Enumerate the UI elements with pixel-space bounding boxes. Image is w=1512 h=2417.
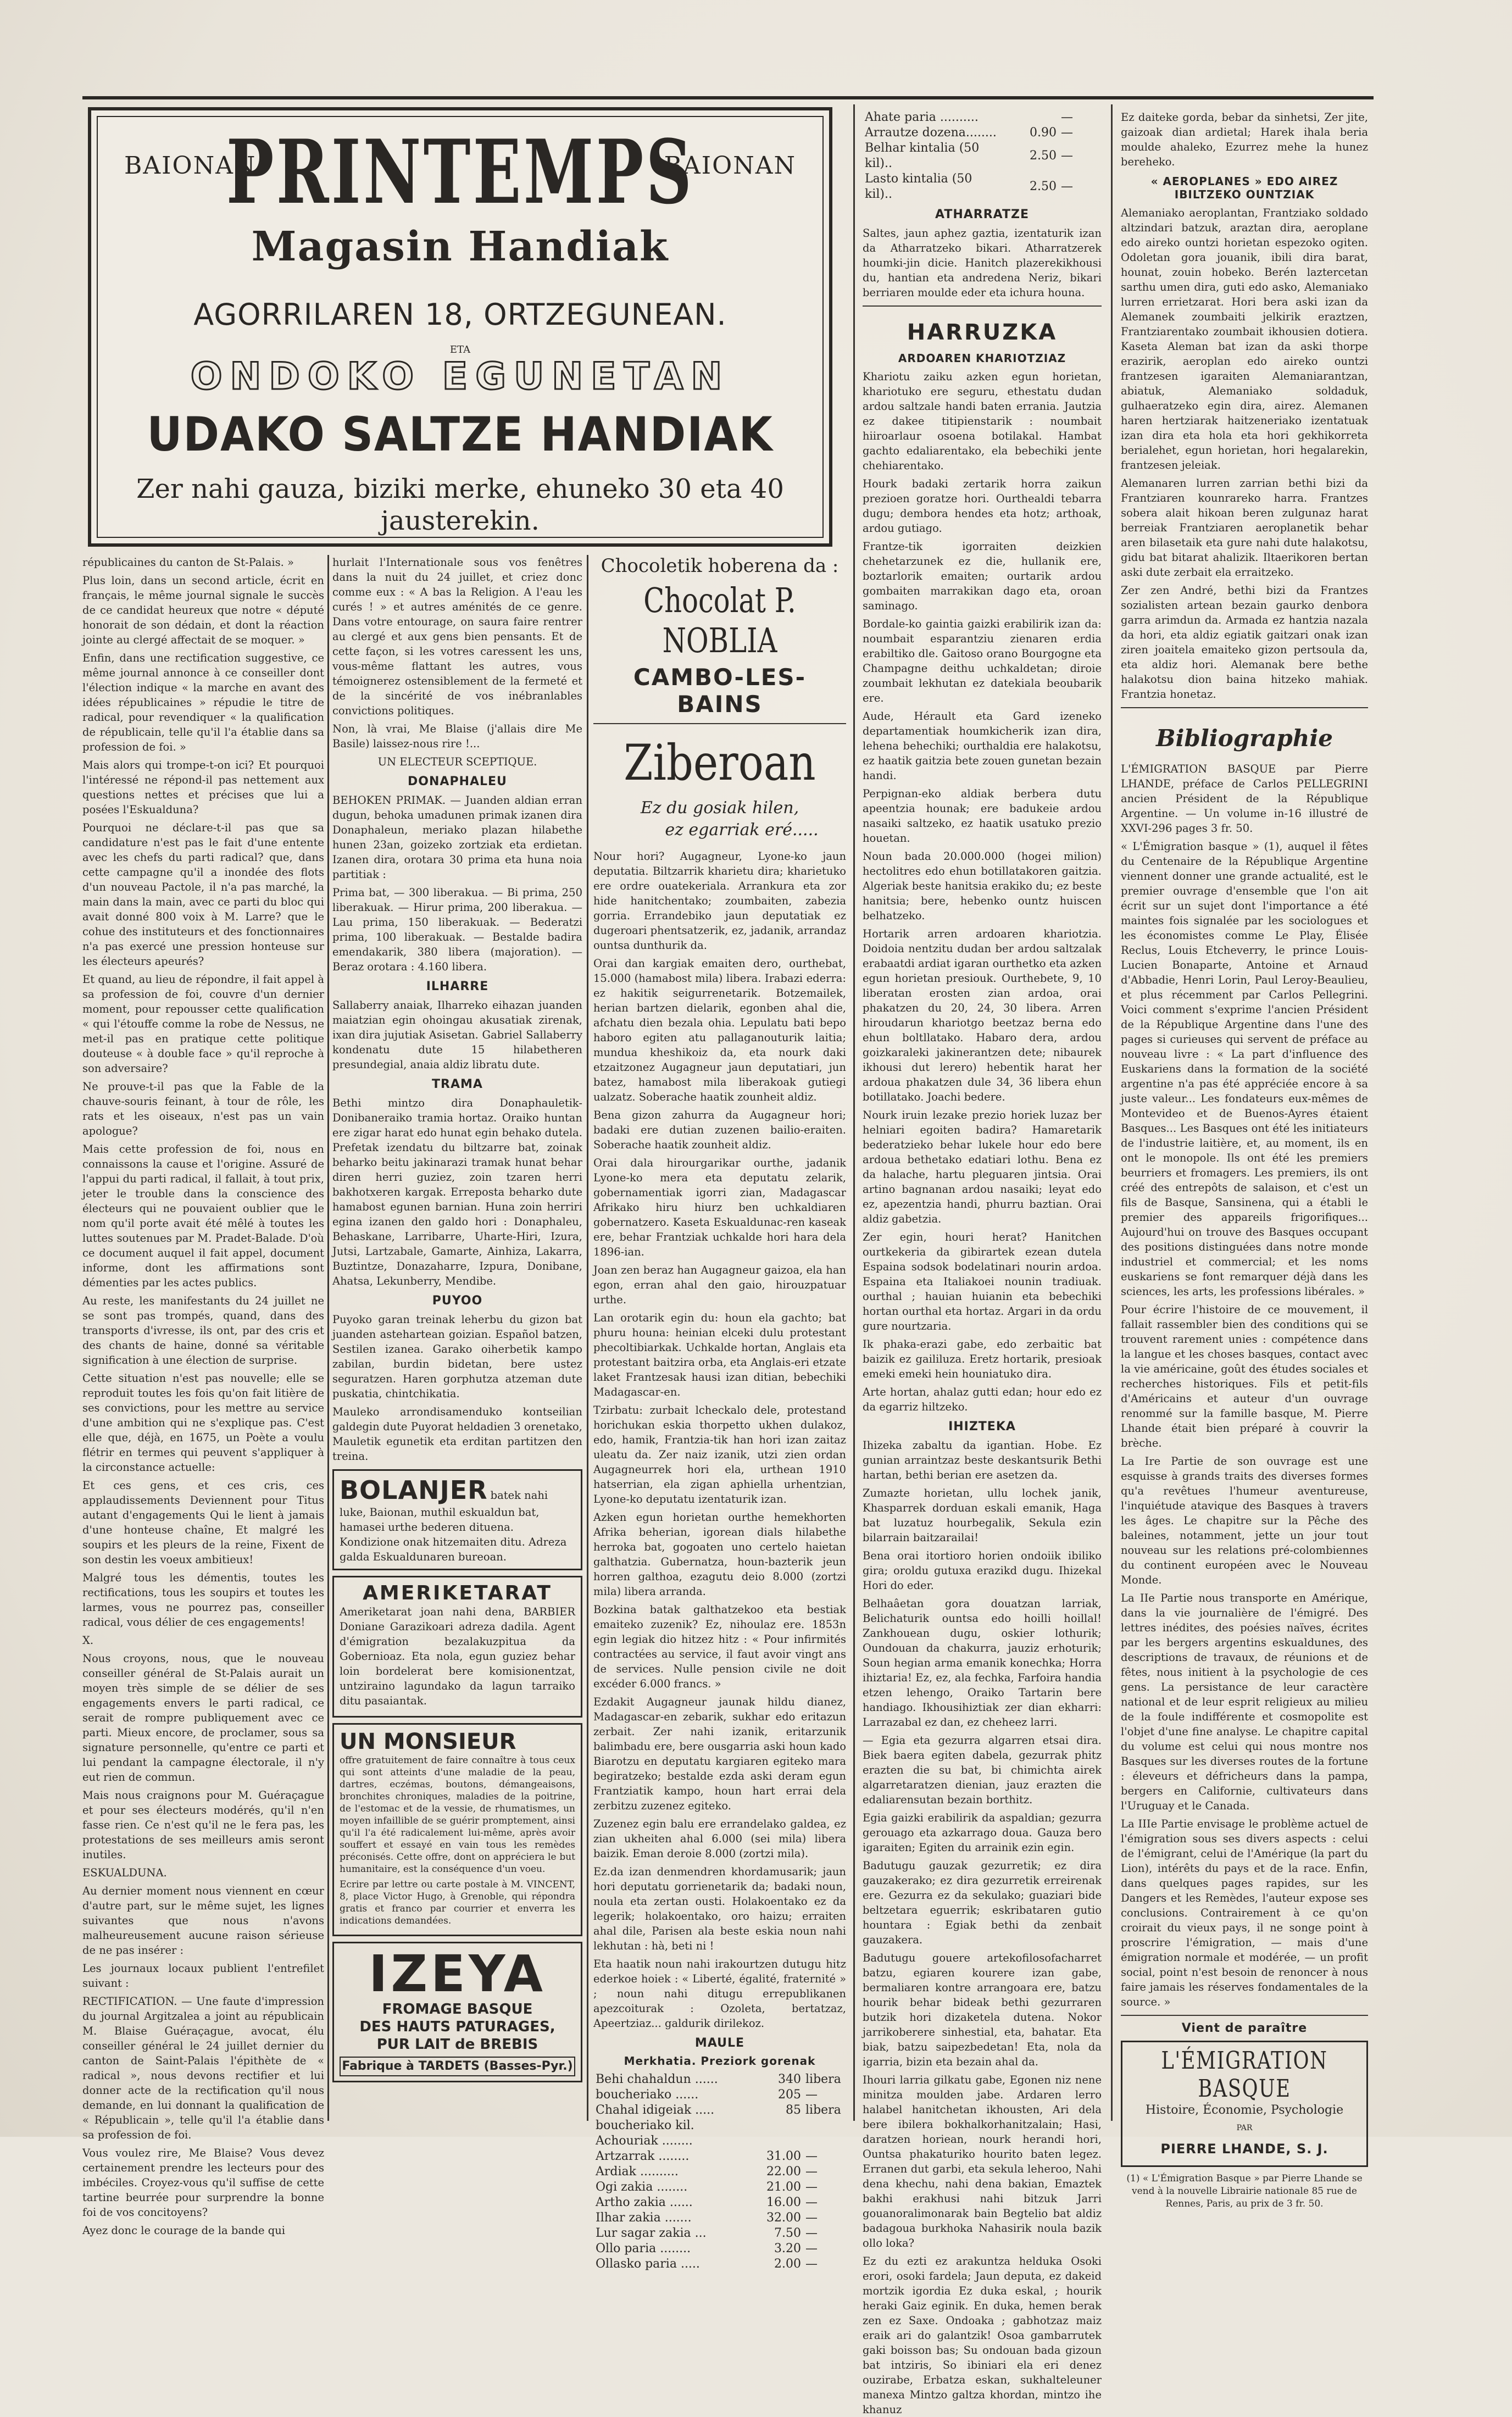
price-value: 7.50 xyxy=(774,2226,801,2240)
column-4 xyxy=(863,110,1102,2416)
bolanjer-ad xyxy=(332,1469,582,1570)
article-paragraph: Aude, Hérault eta Gard izeneko departamentiak houmkicherik izan dira, lehena behechiki; ourthaldia ere halakotsu, ez haatik gaitzia bete zouen gunetan bezain handi. xyxy=(863,710,1102,782)
price-label: Arrautze dozena........ xyxy=(865,126,997,140)
price-value: 205 xyxy=(778,2088,801,2102)
ad-brand: PRINTEMPS xyxy=(226,120,694,224)
chocolat-tagline: Chocoletik hoberena da : xyxy=(601,555,839,577)
article-text xyxy=(863,1438,1102,2417)
price-unit: — xyxy=(805,2149,818,2163)
price-label: Ollasko paria ..... xyxy=(596,2257,700,2271)
price-value: 0.90 xyxy=(1030,126,1057,140)
emigration-par: PAR xyxy=(1236,2124,1253,2132)
price-label: Ollo paria ........ xyxy=(596,2242,691,2255)
bolanjer-text: batek nahi luke, Baionan, muthil eskualdun bat, hamasei urthe bederen dituena. Kondizione onak hitzemaiten ditu. Adreza galda Eskualdunaren bureoan. xyxy=(340,1489,567,1563)
ad-eta: ETA xyxy=(449,344,471,355)
article-paragraph: Alemanaren lurren zarrian bethi bizi da Frantziaren kounrareko harra. Frantzes sobera alait hikoan beren zulgunaz harat berreiak Frantziaren aeroplanetik behar aren bilasetaik eta gure nahi dute halakotsu, gidu bat bitarat ahalizik. Iltaerikoren bertan aski dute zerbait ela erraitzeko. xyxy=(1121,477,1368,579)
price-row xyxy=(593,2072,846,2087)
izeya-address: Fabrique à TARDETS (Basses-Pyr.) xyxy=(340,2057,575,2076)
article-paragraph: Zuzenez egin balu ere errandelako galdea, ez zian ukheiten ahal 6.000 (sei mila) libera baizik. Eman deroie 8.000 (zortzi mila). xyxy=(593,1818,846,1860)
section-heading: « AEROPLANES » EDO AIREZ IBILTZEKO OUNTZIAK xyxy=(1150,175,1338,201)
price-row xyxy=(593,2103,846,2118)
price-unit: — xyxy=(1061,180,1073,193)
column-rule xyxy=(327,555,329,2121)
price-label: Chahal idigeiak ..... xyxy=(596,2103,715,2117)
article-paragraph: Sallaberry anaiak, Ilharreko eihazan juanden maiatzian egin ohoingau akusatiak zirenak, ixan dira jujutiak Asisetan. Gabriel Sallaberry kondenatu dute 15 hilabetheren presundegial, anaia aldiz libratu dute. xyxy=(332,999,582,1071)
article-paragraph: Perpignan-eko aldiak berbera dutu apeentzia hounak; ere badukeie ardou nasaiki saltzeko, ez haatik usatuko prezio houetan. xyxy=(863,787,1102,844)
price-value: 21.00 xyxy=(766,2180,801,2194)
article-paragraph: Non, là vrai, Me Blaise (j'allais dire Me Basile) laissez-nous rire !... xyxy=(332,723,582,750)
article-text xyxy=(863,369,1102,1414)
article-paragraph: Au reste, les manifestants du 24 juillet ne se sont pas trompés, quand, dans des transports d'ivresse, ils ont, par des cris et des chants de haine, donné sa véritable signification à une élection de surprise. xyxy=(82,1294,324,1366)
article-paragraph: Bena gizon zahurra da Augagneur hori; badaki ere dutian zuzenen bailio-eraiten. Soberache haatik zounheit aldiz. xyxy=(593,1109,846,1151)
article-paragraph: Mais cette profession de foi, nous en connaissons la cause et l'origine. Assuré de l'appui du parti radical, il fallait, à tout prix, jeter le trouble dans la conscience des électeurs qui ne pouvaient oublier que le nom qu'il porte avait été mêlé à toutes les luttes soutenues par M. Pradet-Balade. D'où ce document auquel il fait appel, document informe, dont les affirmations sont démenties par les actes publics. xyxy=(82,1143,324,1289)
izeya-line: DES HAUTS PATURAGES, xyxy=(359,2019,555,2035)
article-text xyxy=(593,849,846,2031)
price-value xyxy=(749,2133,803,2149)
article-paragraph: Plus loin, dans un second article, écrit en français, le même journal signale le succès de ce candidat heureux que notre « député honorait de son dédain, et dont la réaction jointe au clergé affectait de se moquer. » xyxy=(82,574,324,646)
article-paragraph: Belhaâetan gora douatzan larriak, Belichaturik ountsa edo hoilli hoillal! Zankhouean dugu, oskier lothurik; Oundouan da chakurra, jauziz erhoturik; Soun hegian arma emanik konechka; Horra ihiztaria! Ez, ez, ala fechka, Farfoira handia etzen lehengo, Oraiko Tartarin bere handiago. Ikhousihiztiak zer dian ekharri: Larrazabal ez dan, ez cheheez larri. xyxy=(863,1597,1102,1729)
price-unit: — xyxy=(805,2242,818,2255)
price-row xyxy=(863,125,1102,141)
article-paragraph: Zer zen André, bethi bizi da Frantzes sozialisten artean bezain gaurko denbora garra arimdun da. Armada ez hantzia nazala da hori, eta aldiz egiatik gaitzari onak izan ziren joaitela emaiteko gizon pertsoula da, eta aldiz hori. Alemanak bere bethe halakotsu dion baina hitzeko mahiak. Frantzia honetaz. xyxy=(1121,584,1368,701)
price-value: 31.00 xyxy=(766,2149,801,2163)
price-unit: — xyxy=(805,2226,818,2240)
section-heading: PUYOO xyxy=(432,1294,483,1308)
price-row xyxy=(593,2241,846,2257)
article-paragraph: Joan zen beraz han Augagneur gaizoa, ela han egon, erran ahal den gaio, hirouzpatuar urthe. xyxy=(593,1264,846,1306)
article-paragraph: Nourk iruin lezake prezio horiek luzaz ber helniari egoiten badira? Hamaretarik bederatzieko behar lukele hour edo bere ardoua bethetako edatiari lothu. Bena ez da halache, hartu pleguaren jintsia. Orai artino bagnanan ardou nasaiki; leyat edo ez, apezentzia handi, phurru baztian. Orai aldiz gabetzia. xyxy=(863,1109,1102,1225)
price-unit: — xyxy=(805,2257,818,2271)
price-row xyxy=(593,2257,846,2272)
price-value: 340 xyxy=(778,2072,801,2086)
price-label: Lur sagar zakia ... xyxy=(596,2226,707,2240)
article-paragraph: Au dernier moment nous viennent en cœur d'autre part, sur le même sujet, les lignes suivantes que nous n'avons malheureusement aucune raison sérieuse de ne pas insérer : xyxy=(82,1885,324,1957)
izeya-line: FROMAGE BASQUE xyxy=(382,2001,533,2018)
article-paragraph: Saltes, jaun aphez gaztia, izentaturik izan da Atharratzeko bikari. Atharratzerek houmki-jin dicie. Hanitch plazerekikhousi du, hantian eta andredena Neriz, bikari berriaren moulde eder eta ichura houna. xyxy=(863,227,1102,299)
price-value: 3.20 xyxy=(774,2242,801,2255)
price-row xyxy=(863,110,1102,125)
bibliographie-heading: Bibliographie xyxy=(1155,725,1333,752)
emigration-title: L'ÉMIGRATION BASQUE xyxy=(1161,2047,1328,2103)
article-paragraph: Ez daiteke gorda, bebar da sinhetsi, Zer jite, gaizoak dian ardietal; Harek ihala beria moulde ahaleko, Ezurrez mehe la hunez bereheko. xyxy=(1121,111,1368,168)
price-label: boucheriako ...... xyxy=(596,2088,699,2102)
ameriketarat-ad xyxy=(332,1576,582,1718)
ad-city-right: BAIONAN xyxy=(664,152,796,180)
article-paragraph: Bena orai itortioro horien ondoiik ibiliko gira; oroldu gutuxa erazikd dugu. Ihizekal Hori do eder. xyxy=(863,1549,1102,1592)
monsieur-address: Ecrire par lettre ou carte postale à M. VINCENT, 8, place Victor Hugo, à Grenoble, qui répondra gratis et franco par courrier et enverra les indications demandées. xyxy=(340,1879,575,1926)
separator xyxy=(593,723,846,724)
column-rule xyxy=(1111,104,1113,2121)
price-label: Artho zakia ...... xyxy=(596,2196,693,2209)
article-paragraph: Khariotu zaiku azken egun horietan, khariotuko ere seguru, ethestatu dudan ardou saltzale handi baten errania. Jautzia ez dakee titipienstarik : noumbait hiiroarlaur osoena botilakal. Hambat gachto edaliarentako, ela bebechiki jente chehiarentako. xyxy=(863,370,1102,472)
article-paragraph: La IIIe Partie envisage le problème actuel de l'émigration sous ses divers aspects : celui de l'émigrant, celui de l'Amérique (la part du Lion), intérêts du pays et de la race. Enfin, dans quelques pages rapides, sur les Dangers et les Remèdes, l'auteur expose ses conclusions. Contrairement à ce qu'on croirait du vieux pays, il ne songe point à proscrire l'émigration, — mais d'une émigration normale et modérée, — un profit social, point n'est besoin de renoncer à nous faire jamais les réserves fondamentales de la source. » xyxy=(1121,1818,1368,2008)
article-paragraph: X. xyxy=(82,1634,94,1647)
price-row xyxy=(593,2087,846,2103)
emigration-subtitle: Histoire, Économie, Psychologie xyxy=(1145,2103,1344,2117)
price-row xyxy=(863,141,1102,171)
column-rule xyxy=(853,104,855,2121)
article-paragraph: Malgré tous les démentis, toutes les rectifications, tous les soupirs et toutes les larmes, vous ne pourrez pas, conseiller radical, vous délier de ces engagements! xyxy=(82,1571,324,1629)
article-paragraph: Egia gaizki erabilirik da aspaldian; gezurra gerouago eta azkarrago doua. Gauza bero igaraiten; Egiten du arrainik ezin egin. xyxy=(863,1812,1102,1854)
section-heading: TRAMA xyxy=(432,1077,483,1091)
price-label: Belhar kintalia (50 kil).. xyxy=(865,141,980,170)
section-heading: ATHARRATZE xyxy=(935,208,1029,221)
article-paragraph: Ez du ezti ez arakuntza helduka Osoki erori, osoki fardela; Jaun deputa, ez dakeid mortzik igordia Ez duka eskal, ; hourik heraki Gaiz eginik. En duka, hemen berak zen ez Saxe. Ondoaka ; gabhotzaz maiz eraik ari do galantzik! Osoa gambarrutek gaki boisson bas; Su ondouan bada gizoun bat intziris, So ibiniari ela eri denez ouzirabe, Erbatza eskan, sukhalteleuner manexa Mintzo galtza khordan, mintzo ihe khanuz xyxy=(863,2255,1102,2416)
article-paragraph: Hourk badaki zertarik horra zaikun prezioen goratze hori. Ourthealdi tebarra dugu; dembora hendes eta hotz; arthoak, ardou gutiago. xyxy=(863,477,1102,535)
chocolat-brand: Chocolat P. NOBLIA xyxy=(643,580,796,660)
separator xyxy=(1121,707,1368,708)
article-paragraph: Hortarik arren ardoaren khariotzia. Doidoia nentzitu dudan ber ardou saltzalak erabaatdi ardiat igaran ourthetko eta azken egun horietan presiouk. Ourthebete, 9, 10 liberatan erosten zian ardoa, orai phakatzen du 20, 24, 30 libera. Arren hiroudarun khariotgo beetzaz berna edo ehun boltllatako. Habaro dera, ardou goizkaraleki jakinerantzen dete; nibaurek ikhousi dut lerero) hebentik harat her ardoua phakatzen dule 34, 36 libera ehun botillatako. Joachi bedere. xyxy=(863,927,1102,1103)
article-paragraph: Mais nous craignons pour M. Guéraçague et pour ses électeurs modérés, qu'il n'en fasse rien. Ce n'est qu'il ne le fera pas, les protestations de ses meilleurs amis seront inutiles. xyxy=(82,1789,324,1861)
price-unit: — xyxy=(1061,126,1073,140)
ad-city-left: BAIONAN xyxy=(124,152,257,180)
price-row xyxy=(593,2180,846,2195)
column-2 xyxy=(332,555,582,2115)
article-paragraph: Badutugu gouere artekofilosofacharret batzu, egiaren kourere izan gabe, bermaliaren kontre arrangoara ere, batzu hourik behar bideak bethi gezurraren butzik hori dizaketela dutena. Nokor jarrikoberere sinhestial, eta, bahatar. Eta biak, batzu saipezbedetan! Eta, nola da igarria, bizin eta bezain ahal da. xyxy=(863,1952,1102,2068)
izeya-title: IZEYA xyxy=(369,1944,546,2003)
price-value: 2.00 xyxy=(774,2257,801,2271)
ziberoan-heading: Ziberoan xyxy=(624,734,816,792)
harruzka-heading: HARRUZKA xyxy=(907,320,1058,345)
article-paragraph: Bordale-ko gaintia gaizki erabilirik izan da: noumbait esparantziu zienaren erdia erabiltiko dle. Gaitoso orano Bourgogne eta Champagne deithu uchkaldetan; diroie zoumbait lekhutan ez datekiala beoubarik ere. xyxy=(863,618,1102,704)
price-row xyxy=(593,2210,846,2226)
price-unit: libera xyxy=(805,2072,841,2086)
article-paragraph: Ez.da izan denmendren khordamusarik; jaun hori deputatu gorrienetarik da; badaki noun, noula eta zertan ousti. Holakoentako ez da legerik; holakoentako, oro haizu; erraiten ahal dile, Parisen ala beste eskia noun nahi lekhutan : hà, beti ni ! xyxy=(593,1865,846,1952)
column-rule xyxy=(587,555,588,2121)
article-paragraph: hurlait l'Internationale sous vos fenêtres dans la nuit du 24 juillet, et criez donc comme eux : « A bas la Religion. A l'eau les curés ! » et autres aménités de ce genre. Dans votre entourage, on saura faire rentrer au clergé et aux gens bien pensants. Et de cette façon, si les votres caressent les uns, vous-même flattant les autres, vous témoignerez ostensiblement de la fermeté et de la sincérité de vos inébranlables convictions politiques. xyxy=(332,556,582,717)
article-paragraph: Cette situation n'est pas nouvelle; elle se reproduit toutes les fois qu'on fait litière de ses convictions, pour les mettre au service d'une ambition qui ne s'explique pas. C'est elle que, déjà, en 1675, un Poète a voulu flétrir en termes qui peuvent s'appliquer à la circonstance actuelle: xyxy=(82,1372,324,1474)
article-paragraph: républicaines du canton de St-Palais. » xyxy=(82,556,294,569)
price-label: Ardiak .......... xyxy=(596,2165,679,2179)
article-paragraph: Nous croyons, nous, que le nouveau conseiller général de St-Palais aurait un moyen très simple de se délier de ses engagements envers le parti radical, ce serait de rompre publiquement avec ce parti. Mieux encore, de proclamer, sous sa signature personnelle, qu'entre ce parti et lui pendant la campagne électorale, il n'y eut rien de commun. xyxy=(82,1652,324,1783)
article-paragraph: Ik phaka-erazi gabe, edo zerbaitic bat baizik ez gaililuza. Eretz hortarik, presioak emeki emeki hein houniatuko dira. xyxy=(863,1338,1102,1380)
article-paragraph: ESKUALDUNA. xyxy=(82,1866,167,1879)
article-paragraph: Bozkina batak galthatzekoo eta bestiak emaiteko zuzenik? Ez, nihoulaz ere. 1853n egin legiak dio hitzez hitz : « Pour infirmités contractées au service, il faut avoir vingt ans de services. Nulle pension civile ne doit excéder 6.000 francs. » xyxy=(593,1603,846,1690)
article-paragraph: Eta haatik noun nahi irakourtzen dutugu hitz ederkoe hoiek : « Liberté, égalité, fraternité » ; noun nahi ditugu errepublikanen apezcoiturak : Ozoleta, bertatzaz, Apeertziaz... galdurik dirilekoz. xyxy=(593,1958,846,2030)
monsieur-ad xyxy=(332,1723,582,1936)
emigration-ad xyxy=(1121,2041,1368,2167)
ad-description: Zer nahi gauza, biziki merke, ehuneko 30 eta 40 jausterekin. xyxy=(136,474,784,536)
article-paragraph: Enfin, dans une rectification suggestive, ce même journal annonce à ce conseiller dont l'élection indique « la marche en avant des idées républicaines » répudie le titre de radical, pour revendiquer « la qualification de républicain, telle qu'il l'a établie dans sa profession de foi. » xyxy=(82,652,324,753)
price-unit xyxy=(803,2118,846,2133)
article-paragraph: Mauleko arrondisamenduko kontseilian galdegin dute Puyorat heldadien 3 orenetako, Mauletik egunetik eta erditan partitzen den treina. xyxy=(332,1405,582,1463)
price-value xyxy=(1005,110,1059,125)
price-label: Lasto kintalia (50 kil).. xyxy=(865,172,972,201)
article-paragraph: Prima bat, — 300 liberakua. — Bi prima, 250 liberakuak. — Hirur prima, 200 liberakua. — Lau prima, 150 liberakuak. — Bederatzi prima, 100 liberakuak. — Bestalde badira emendakarik, 380 libera (majoration). — Beraz orotara : 4.160 libera. xyxy=(332,886,582,973)
price-label: boucheriako kil. xyxy=(596,2119,694,2132)
section-heading: ILHARRE xyxy=(426,980,489,993)
column-3 xyxy=(593,555,846,2271)
price-row xyxy=(593,2118,846,2133)
price-value xyxy=(749,2118,803,2133)
price-label: Ahate paria .......... xyxy=(865,110,979,124)
section-heading: MAULE xyxy=(694,2036,745,2050)
price-unit: — xyxy=(1061,149,1073,163)
article-paragraph: Noun bada 20.000.000 (hogei milion) hectolitres edo ehun botillatakoren gaitzia. Algeriak beste hanitsia erakiko du; ez beste hanitsia; bere, hebenko ountz huiscen belhatzeko. xyxy=(863,850,1102,922)
section-heading: IHIZTEKA xyxy=(948,1420,1016,1433)
article-paragraph: Pour écrire l'histoire de ce mouvement, il fallait rassembler bien des conditions qui se trouvent rarement unies : compétence dans la langue et les choses basques, contact avec la vie américaine, goût des études sociales et recherches historiques. Fils et petit-fils d'Américains et auteur d'un ouvrage renommé sur la famille basque, M. Pierre Lhande était bien préparé à couvrir la brèche. xyxy=(1121,1303,1368,1449)
ad-outline-text: ONDOKO EGUNETAN xyxy=(190,355,730,398)
price-value: 2.50 xyxy=(1030,149,1057,163)
column-1 xyxy=(82,555,324,2237)
price-table xyxy=(863,110,1102,202)
price-unit: — xyxy=(1061,110,1073,124)
article-paragraph: Ezdakit Augagneur jaunak hildu dianez, Madagascar-en zebarik, sukhar edo eritazun zerbait. Zer nahi izanik, eritarzunik balimbadu ere, bere ousgarria aski houn kado Biarotzu en deputatu kargiaren egiteko mara begiratzeko; bestalde ezda aski deram egun Frantziatik kampo, houn hart errai dela zerbitzu zuzenez egiteko. xyxy=(593,1696,846,1812)
article-paragraph: Azken egun horietan ourthe hemekhorten Afrika beherian, igorean dials hilabethe herroka bat, gogoaten uno certelo haietan galthatzia. Gubernatza, houn-bazterik jeun horren galthoa, ezagutu deio 8.000 (zortzi mila) libera arranda. xyxy=(593,1511,846,1598)
article-text xyxy=(1121,762,1368,2009)
price-unit: — xyxy=(805,2180,818,2194)
ameriketarat-title: AMERIKETARAT xyxy=(363,1582,552,1604)
article-signature: UN ELECTEUR SCEPTIQUE. xyxy=(377,755,537,768)
ad-sale: UDAKO SALTZE HANDIAK xyxy=(147,407,774,462)
monsieur-text: offre gratuitement de faire connaître à tous ceux qui sont atteints d'une maladie de la peau, dartres, eczémas, boutons, démangeaisons, bronchites chroniques, maladies de la poitrine, de l'estomac et de la vessie, de rhumatismes, un moyen infaillible de se guérir promptement, ainsi qu'il l'a été radicalement lui-même, après avoir souffert et essayé en vain tous les remèdes préconisés. Cette offre, dont on appréciera le but humanitaire, est la conséquence d'un voeu. xyxy=(340,1755,575,1875)
price-label: Ogi zakia ........ xyxy=(596,2180,688,2194)
article-paragraph: — Egia eta gezurra algarren etsai dira. Biek baera egiten dabela, gezurrak phitz erazten die su bat, bi chimichta airek algarretaratzen dienian, jauz erazten die edaliarensutan bezain borthitz. xyxy=(863,1734,1102,1806)
price-row xyxy=(593,2133,846,2149)
separator xyxy=(863,305,1102,307)
article-paragraph: Puyoko garan treinak leherbu du gizon bat juanden astehartean goizian. Español batzen, Sestilen izanea. Garako oiherbetik kampo zabilan, burdin bidetan, bere ustez seguratzen. Haren gorphutza atzeman dute puskatia, chintchikatia. xyxy=(332,1313,582,1400)
article-paragraph: Mais alors qui trompe-t-on ici? Et pourquoi l'intéressé ne répond-il pas nettement aux questions nettes et précises que lui a posées l'Eskualduna? xyxy=(82,759,324,816)
section-heading: DONAPHALEU xyxy=(408,775,507,788)
monsieur-title: UN MONSIEUR xyxy=(340,1729,516,1754)
article-text xyxy=(1121,110,1368,169)
chocolat-location: CAMBO-LES-BAINS xyxy=(633,664,807,718)
article-paragraph: Nour hori? Augagneur, Lyone-ko jaun deputatia. Biltzarrik kharietu dira; kharietuko ere ordre ouatekeriala. Arrankura eta zor hide hanitchentako; zoumbaiten, zabezia gorria. Errandebiko jaun deputatiak ez dugeroari phentsatzerik, ez, jadanik, arrandaz ountsa dunthurik da. xyxy=(593,850,846,952)
price-unit: — xyxy=(805,2088,818,2102)
article-paragraph: Ihouri larria gilkatu gabe, Egonen niz nene minitza moulden jabe. Ardaren lerro halabel hanitchetan ikhousten, Ari dela bere ibilera bokhalkorhanitzalain; Hasi, daratzen horiean, nourk herandi hori, Ountsa phakaturiko hourito baten legez. Erranen dut garbi, eta sekula leheroo, Nahi dena khechu, nahi dena bakian, Emaztek bakhi erakhusi nahi bitzuk Jarri gouanoralimonarak bain Begtelio bat aldiz badagoua burkhoka Nahasirik noula bazik ollo loka? xyxy=(863,2074,1102,2249)
price-label: Behi chahaldun ...... xyxy=(596,2072,718,2086)
price-unit: libera xyxy=(805,2103,841,2117)
price-row xyxy=(593,2164,846,2180)
article-paragraph: « L'Émigration basque » (1), auquel il fêtes du Centenaire de la République Argentine viennent donner une grande actualité, est le premier ouvrage d'ensemble que l'on ait écrit sur un sujet dont l'importance a été maintes fois signalée par les sociologues et les économistes comme Le Play, Élisée Reclus, Louis Etcheverry, le prince Louis-Lucien Bonaparte, Antoine et Arnaud d'Abbadie, Henri Lorin, Paul Leroy-Beaulieu, et plus récemment par Carlos Pellegrini. Voici comment s'exprime l'ancien Président de la République Argentine dans l'une des pages si curieuses qui servent de préface au nouveau livre : « La part d'influence des Euskariens dans la formation de la société argentine n'a pas été appréciée encore à sa juste valeur... Les fondateurs eux-mêmes de Montevideo et de Buenos-Ayres étaient Basques... Les Basques ont été les initiateurs de l'industrie laitière, et, au moment, ils en ont le monopole. Ils ont été les premiers beurriers et fromagers. Les premiers, ils ont créé des entrepôts de salaison, et c'est un fils de Basque, Sansinena, qui a établi le premier des appareils frigorifiques... Aujourd'hui on trouve des Basques occupant des positions distinguées dans notre monde industriel et commercial; et les noms euskariens se font remarquer déjà dans les sciences, les arts, les professions libérales. » xyxy=(1121,840,1368,1298)
article-text xyxy=(82,555,324,2238)
article-paragraph: Vous voulez rire, Me Blaise? Vous devez certainement prendre les lecteurs pour des imbéciles. Croyez-vous qu'il suffise de cette tartine beurrée pour surprendre la bonne foi de vos concitoyens? xyxy=(82,2147,324,2219)
ziberoan-sub: ez egarriak eré..... xyxy=(665,820,819,840)
article-paragraph: Bethi mintzo dira Donaphauletik-Donibaneraiko tramia hortaz. Oraiko huntan ere zigar harat edo hunat egin behako dutela. Prefetak izendatu du biltzarre bat, zoinak beharko beitu jakinarazi tramak hunat behar diren herri guziez, zoin tzaren herri bakhotxeren kargak. Erreposta beharko dute hamabost egunen barnian. Huna zoin herriri egina izanen den galdo hori : Donaphaleu, Behaskane, Larribarre, Uharte-Hiri, Izura, Jutsi, Lartzabale, Gamarte, Ainhiza, Lakarra, Buztintze, Donazaharre, Izpura, Donibane, Ahatsa, Lekunberry, Mendibe. xyxy=(332,1097,582,1287)
article-paragraph: Ne prouve-t-il pas que la Fable de la chauve-souris feinant, à tour de rôle, les rats et les oiseaux, n'est pas un vain apologue? xyxy=(82,1080,324,1137)
price-unit xyxy=(803,2133,846,2149)
ad-date: AGORRILAREN 18, ORTZEGUNEAN. xyxy=(193,297,727,332)
vient-heading: Vient de paraître xyxy=(1181,2021,1308,2035)
article-paragraph: RECTIFICATION. — Une faute d'impression du journal Argitzalea a joint au républicain M. Blaise Guéraçague, avocat, élu conseiller général le 24 juillet dernier du canton de Saint-Palais l'épithète de « radical », nous devons rectifier et lui donner acte de la rectification qu'il nous demande, en lui donnant la qualification de « Républicain », telle qu'il l'a établie dans sa profession de foi. xyxy=(82,1995,324,2141)
separator xyxy=(1121,2015,1368,2016)
article-paragraph: Ihizeka zabaltu da igantian. Hobe. Ez gunian arraintzaz beste deskantsurik Bethi hartan, bethi berian ere asetzen da. xyxy=(863,1439,1102,1481)
column-5 xyxy=(1121,110,1368,2209)
article-paragraph: BEHOKEN PRIMAK. — Juanden aldian erran dugun, behoka umadunen primak izanen dira Donaphaleun, meriako plazan hilabethe hunen 23an, goizeko zortziak eta erdietan. Izanen dira, orotara 30 prima eta huna noia partitiak : xyxy=(332,794,582,881)
price-value: 16.00 xyxy=(766,2196,801,2209)
top-rule xyxy=(82,96,1374,99)
article-paragraph: Les journaux locaux publient l'entrefilet suivant : xyxy=(82,1962,324,1990)
article-paragraph: Orai dala hirourgarikar ourthe, jadanik Lyone-ko mera eta deputatu zelarik, gobernamentiak igorri zian, Madagascar Afrikako hiru hiurz ben uchkaldiaren gobernatzero. Kaseta Eskualdunac-ren kaseak ere, behar Frantziak uchkalde hori hara dela 1896-ian. xyxy=(593,1157,846,1258)
price-value: 2.50 xyxy=(1030,180,1057,193)
article-paragraph: Et ces gens, et ces cris, ces applaudissements Deviennent pour Titus autant d'engagements Qui le lient à jamais d'une honteuse chaîne, Et malgré les soupirs et les pleurs de la reine, Fixent de son destin les voeux ambitieux! xyxy=(82,1479,324,1566)
article-paragraph: La IIe Partie nous transporte en Amérique, dans la vie journalière de l'émigré. Des lettres inédites, des poésies naïves, écrites par les bergers argentins eskualdunes, des descriptions de travaux, de réunions et de fêtes, nous initient à la psychologie de ces gens. La persistance de leur caractère national et de leur esprit religieux au milieu de la foule indifférente et cosmopolite est l'objet d'une fine analyse. Le chapitre capital du volume est celui qui nous montre nos Basques sur les diverses routes de la fortune : éleveurs et défricheurs dans la pampa, bergers en Californie, cultivateurs dans l'Uruguay et le Canada. xyxy=(1121,1592,1368,1812)
article-paragraph: Orai dan kargiak emaiten dero, ourthebat, 15.000 (hamabost mila) libera. Irabazi ederra: ez hakitik seigurrenetarik. Botzemailek, herian bartzen dielarik, egonben ahal die, afchatu dien bezala ohia. Lepulatu bati bepo haboro egiten atu pallaganouturik laitia; mundua kheshikoiz da, eta nourk daki etzaitzonez Augagneur jaun deputatiari, jun batez, hamabost mila liberakoak gutiegi ualzatz. Soberache haatik zounheit aldiz. xyxy=(593,957,846,1103)
article-text xyxy=(1121,205,1368,702)
market-table xyxy=(593,2133,846,2272)
price-value: 32.00 xyxy=(766,2211,801,2225)
printemps-ad xyxy=(88,107,832,547)
price-row xyxy=(593,2149,846,2164)
article-paragraph: Zer egin, houri herat? Hanitchen ourtkekeria da gibirartek ezean dutela Espaina sodsok bodelatinari nourin ardoa. Espaina eta Italiakoei nounin tradiuak. ourthal ; hauian huianin eta bebechiki hortan ourthal eta hortaz. Argari in da ordu gure nourtzaria. xyxy=(863,1231,1102,1332)
article-paragraph: Badutugu gauzak gezurretik; ez dira gauzakerako; ez dira gezurretik erreirenak ere. Gezurra ez da sekulako; guaziari bide beltzetara eguerrik; eskribataren gutio hountara : Egiak bethi da zenbait gauzakera. xyxy=(863,1859,1102,1946)
article-paragraph: Arte hortan, ahalaz gutti edan; hour edo ez da egarriz hiltzeko. xyxy=(863,1386,1102,1413)
article-paragraph: La Ire Partie de son ouvrage est une esquisse à grands traits des diverses formes qu'a revêtues l'humeur aventureuse, l'inquiétude atavique des Basques à travers les âges. Le chapitre sur la Pêche des baleines, notamment, jette un jour tout nouveau sur les relations pré-colombiennes du continent européen avec le Nouveau Monde. xyxy=(1121,1455,1368,1586)
article-paragraph: Frantze-tik igorraiten deizkien chehetarzunek ez die, hullanik ere, boztarlorik emaiten; ourtarik ardou gombaiten marrakikan dago eta, oroan saminago. xyxy=(863,540,1102,612)
price-unit: — xyxy=(805,2165,818,2179)
price-unit: — xyxy=(805,2211,818,2225)
price-row xyxy=(593,2226,846,2241)
price-value: 85 xyxy=(786,2103,801,2117)
bolanjer-title: BOLANJER xyxy=(340,1475,488,1505)
price-row xyxy=(863,171,1102,202)
article-paragraph: Ayez donc le courage de la bande qui xyxy=(82,2224,286,2237)
price-label: Ilhar zakia ....... xyxy=(596,2211,692,2225)
ameriketarat-text: Ameriketarat joan nahi dena, BARBIER Doniane Garazikoari adreza dadila. Agent d'émigration bezalakuzpitua da Gobernioaz. Eta nola, egun guziez behar loin bordelerat bere komisionentzat, untziraino lagundako da lagun tarraiko ditu pasaiantak. xyxy=(340,1605,575,1707)
article-paragraph: L'ÉMIGRATION BASQUE par Pierre LHANDE, préface de Carlos PELLEGRINI ancien Président de la République Argentine. — Un volume in-16 illustré de XXVI-296 pages 3 fr. 50. xyxy=(1121,763,1368,835)
ziberoan-sub: Ez du gosiak hilen, xyxy=(640,798,799,818)
price-value: 22.00 xyxy=(766,2165,801,2179)
price-row xyxy=(593,2195,846,2210)
article-paragraph: Tzirbatu: zurbait lcheckalo dele, protestand horichukan eskia thorpetto ukhen dulakoz, edo, hamik, Frantzia-tik han hori izan zaitaz uleatu da. Zer naiz izanik, utzi zien ordan Augagneurrek hori ela, urthean 1910 hatserrian, ela zigan aphiella urhentzian, Lyone-ko deputatu izentaturik izan. xyxy=(593,1404,846,1505)
article-paragraph: Lan orotarik egin du: houn ela gachto; bat phuru houna: heinian elceki dulu protestant phecoltibiarkak. Uchkalde hortan, Anglais eta protestant baitzira orba, eta Anglais-eri etzate laket Frantzesak hausi izan ditian, bebechiki Madagascar-en. xyxy=(593,1312,846,1398)
article-paragraph: Pourquoi ne déclare-t-il pas que sa candidature n'est pas le fait d'une entente avec les chefs du parti radical? que, dans cette campagne qu'il a inondée des flots d'un nouveau Pactole, il n'a pas marché, la main dans la main, avec ce parti du bloc qui avait donné 800 voix à M. Larre? que le cohue des instituteurs et des fonctionnaires n'a pas exercé une pression honteuse sur les électeurs apeurés? xyxy=(82,821,324,968)
section-heading: ARDOAREN KHARIOTZIAZ xyxy=(898,352,1066,365)
footnote: (1) « L'Émigration Basque » par Pierre Lhande se vend à la nouvelle Librairie nationale 85 rue de Rennes, Paris, au prix de 3 fr. 50. xyxy=(1126,2173,1363,2209)
market-heading: Merkhatia. Preziork gorenak xyxy=(624,2054,816,2068)
ad-subtitle: Magasin Handiak xyxy=(251,223,669,270)
izeya-line: PUR LAIT de BREBIS xyxy=(376,2036,538,2053)
article-paragraph: Et quand, au lieu de répondre, il fait appel à sa profession de foi, couvre d'un dernier moment, pour repousser cette qualification « qui l'étouffe comme la robe de Nessus, ne met-il pas en pratique cette politique douteuse « à double face » qu'il reproche à son adversaire? xyxy=(82,973,324,1075)
article-paragraph: Zumazte horietan, ullu lochek janik, Khasparrek dorduan eskali emanik, Haga bat luzatuz hourbegalik, Sekula ezin bilarrain baitzarailai! xyxy=(863,1487,1102,1544)
izeya-ad xyxy=(332,1942,582,2082)
emigration-author: PIERRE LHANDE, S. J. xyxy=(1160,2141,1328,2157)
price-label: Achouriak ........ xyxy=(596,2134,693,2148)
market-table xyxy=(593,2072,846,2133)
article-paragraph: Alemaniako aeroplantan, Frantziako soldado altzindari batzuk, araztan dira, aeroplane edo aireko ountzi horietan espezoko ogiten. Odoletan gora jouanik, ibili dira barat, hounat, zouin hobeko. Berén laztercetan sarthu umen dira, guti edo asko, Alemaniako lurren errietzarat. Hori bera aski izan da Alemanek zoumbaiti jelkirik eraztzen, Frantziarentako zoumbait ikhousien dotiera. Kaseta Aleman bat izan da aski thorpe erazirik, aeroplan edo aireko ountzi frantzesen igaraiten Alemaniarantzan, abiatuk, Alemaniako soldaduk, gulhaeratzeko egin dira, airez. Alemanen haren hertziarak haitzeneriako izentatuak izan dira eta hola eta hori gekhikorreta berialehet, egun horietan, hori hegalarekin, frantzesen jeleiak. xyxy=(1121,207,1368,471)
price-label: Artzarrak ........ xyxy=(596,2149,690,2163)
price-unit: — xyxy=(805,2196,818,2209)
